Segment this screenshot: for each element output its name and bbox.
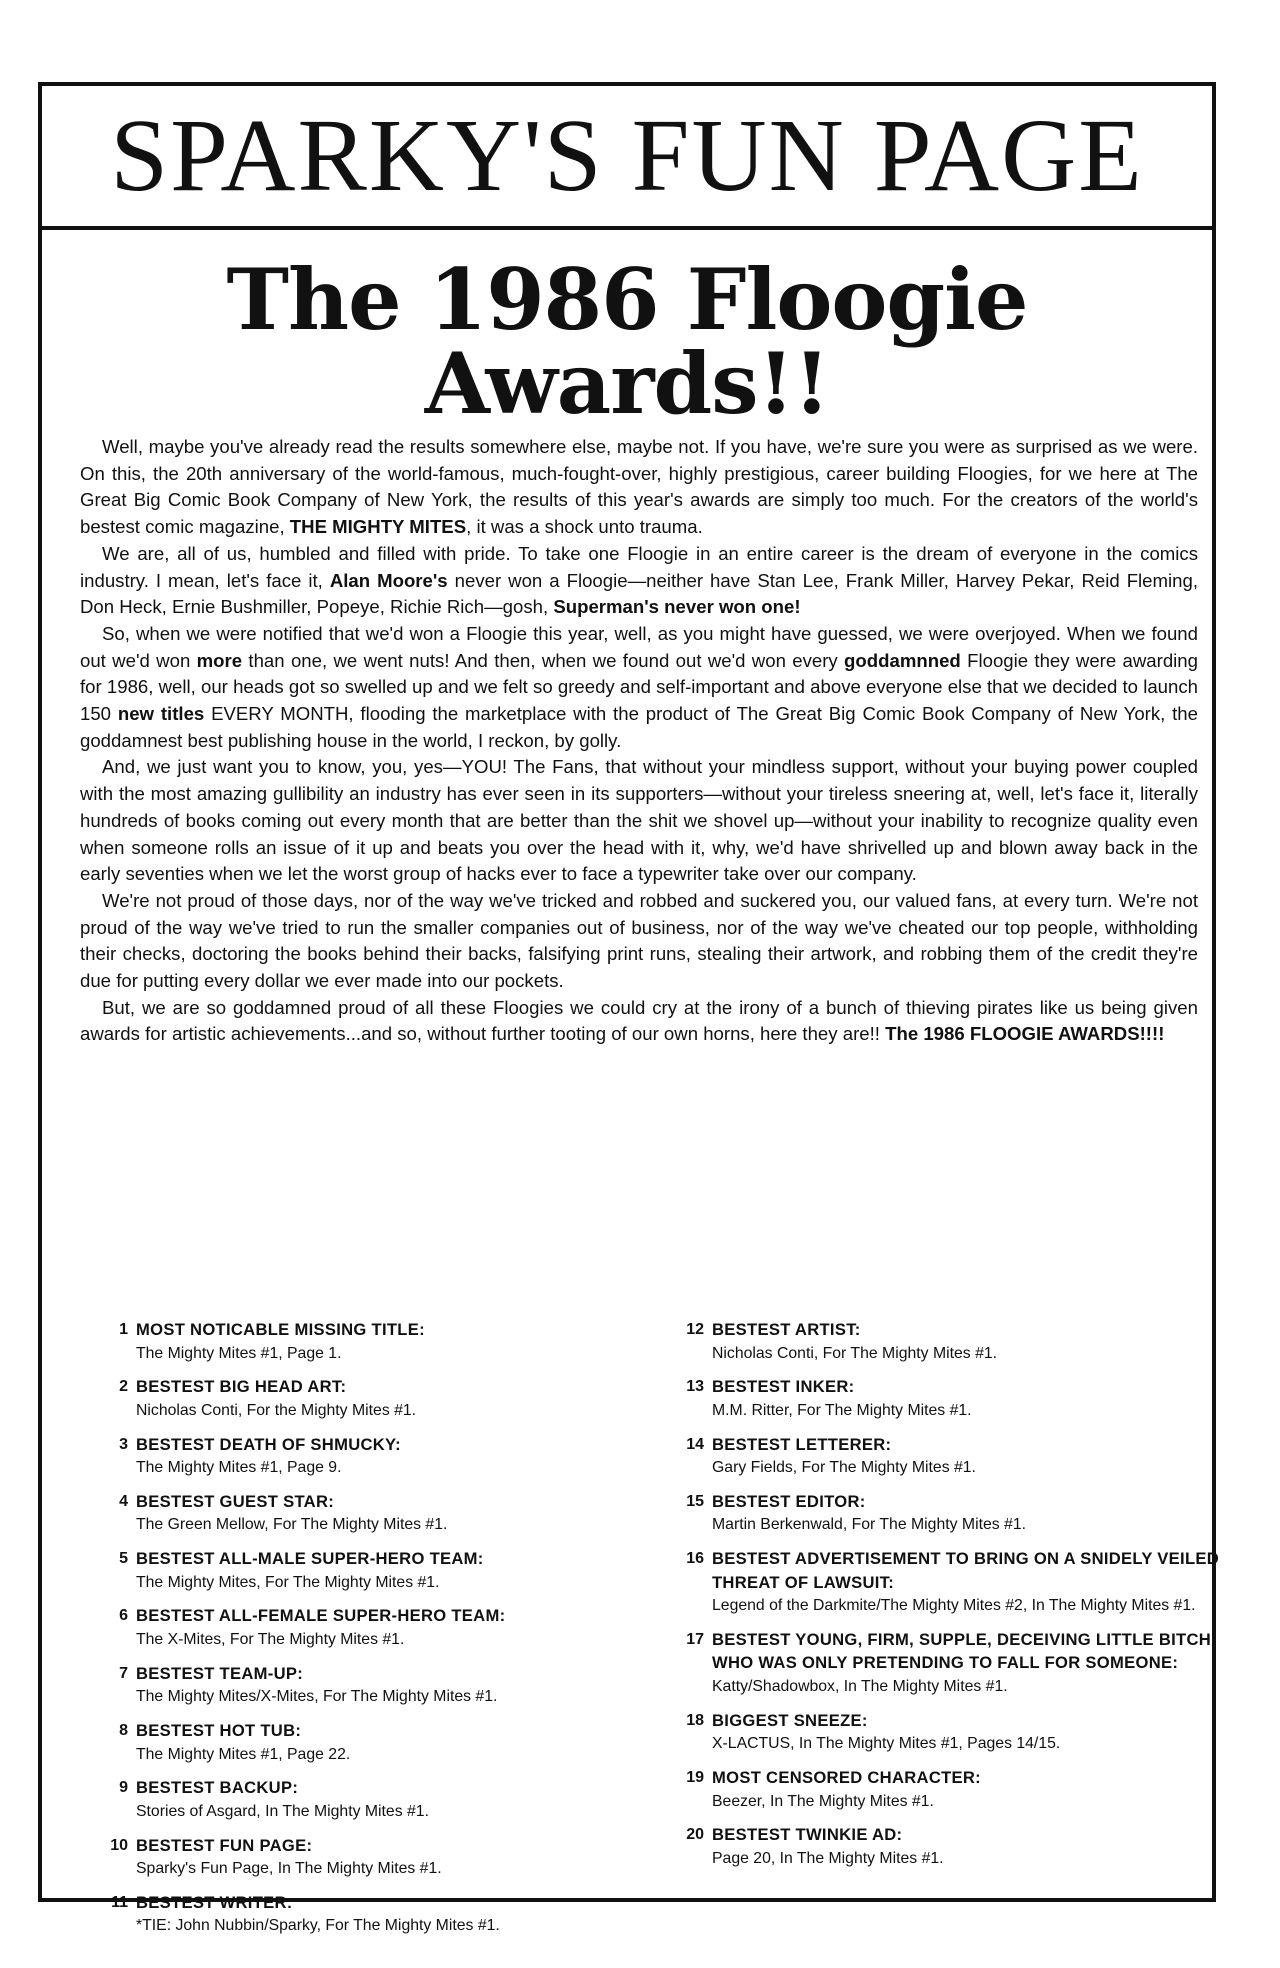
award-item: 9 BESTEST BACKUP: Stories of Asgard, In The Mighty Mites #1.: [119, 1778, 429, 1820]
award-item: 6 BESTEST ALL-FEMALE SUPER-HERO TEAM: The X-Mites, For The Mighty Mites #1.: [119, 1606, 506, 1648]
paragraph-5: We're not proud of those days, nor of the way we've tricked and robbed and suckered you, our valued fans, at every turn. We're not proud of the way we've tried to run the smaller companies out of business, nor of the way we've cheated our top people, withholding their checks, doctoring the books behind their backs, falsifying print runs, stealing their artwork, and robbing them of the credit they're due for putting every dollar we ever made into our pockets.: [80, 889, 1198, 992]
award-item: 16 BESTEST ADVERTISEMENT TO BRING ON A SNIDELY VEILED THREAT OF LAWSUIT: Legend of the Darkmite/The Mighty Mites #2, In The Mighty Mites #1.: [686, 1549, 1220, 1615]
awards-list-right: [642, 1318, 1222, 1881]
article-body: [80, 434, 1198, 1048]
award-item: 5 BESTEST ALL-MALE SUPER-HERO TEAM: The Mighty Mites, For The Mighty Mites #1.: [119, 1549, 484, 1591]
award-item: 14 BESTEST LETTERER: Gary Fields, For The Mighty Mites #1.: [686, 1434, 976, 1477]
award-item: 10 BESTEST FUN PAGE: Sparky's Fun Page, In The Mighty Mites #1.: [110, 1835, 442, 1878]
award-item: 11 BESTEST WRITER: *TIE: John Nubbin/Sparky, For The Mighty Mites #1.: [111, 1892, 500, 1935]
title-box: [42, 86, 1212, 230]
award-item: 20 BESTEST TWINKIE AD: Page 20, In The Mighty Mites #1.: [686, 1825, 944, 1867]
award-item: 3 BESTEST DEATH OF SHMUCKY: The Mighty Mites #1, Page 9.: [119, 1434, 402, 1477]
award-item: 2 BESTEST BIG HEAD ART: Nicholas Conti, For the Mighty Mites #1.: [119, 1377, 417, 1419]
paragraph-3: So, when we were notified that we'd won a Floogie this year, well, as you might have guessed, we were overjoyed. When we found out we'd won more than one, we went nuts! And then, when we found out we'd won every goddamnned Floogie they were awarding for 1986, well, our heads got so swelled up and we felt so greedy and self-important and above everyone else that we decided to launch 150 new titles EVERY MONTH, flooding the marketplace with the product of The Great Big Comic Book Company of New York, the goddamnest best publishing house in the world, I reckon, by golly.: [80, 622, 1198, 751]
paragraph-6: But, we are so goddamned proud of all these Floogies we could cry at the irony of a bunch of thieving pirates like us being given awards for artistic achievements...and so, without further tooting of our own horns, here they are!! The 1986 FLOOGIE AWARDS!!!!: [80, 996, 1198, 1045]
paragraph-4: And, we just want you to know, you, yes—YOU! The Fans, that without your mindless support, without your buying power coupled with the most amazing gullibility an industry has ever seen in its supporters—without your tireless sneering at, well, let's face it, literally hundreds of books coming out every month that are better than the shit we shovel up—without your inability to recognize quality even when someone rolls an issue of it up and beats you over the head with it, why, we'd have shrivelled up and blown away back in the early seventies when we let the worst group of hacks ever to face a typewriter take over our company.: [80, 756, 1198, 885]
award-item: 18 BIGGEST SNEEZE: X-LACTUS, In The Mighty Mites #1, Pages 14/15.: [686, 1710, 1061, 1753]
paragraph-1: Well, maybe you've already read the results somewhere else, maybe not. If you have, we're sure you were as surprised as we were. On this, the 20th anniversary of the world-famous, much-fought-over, highly prestigious, career building Floogies, for we here at The Great Big Comic Book Company of New York, the results of this year's awards are simply too much. For the creators of the world's bestest comic magazine, THE MIGHTY MITES, it was a shock unto trauma.: [80, 436, 1198, 538]
award-item: 8 BESTEST HOT TUB: The Mighty Mites #1, Page 22.: [119, 1721, 351, 1763]
award-item: 1 MOST NOTICABLE MISSING TITLE: The Mighty Mites #1, Page 1.: [119, 1320, 425, 1362]
page-title: SPARKY'S FUN PAGE: [110, 98, 1144, 213]
page-frame: [38, 82, 1220, 1935]
award-item: 7 BESTEST TEAM-UP: The Mighty Mites/X-Mites, For The Mighty Mites #1.: [119, 1663, 498, 1706]
awards-list-left: [80, 1318, 620, 1948]
award-item: 15 BESTEST EDITOR: Martin Berkenwald, For The Mighty Mites #1.: [686, 1491, 1027, 1534]
award-item: 17 BESTEST YOUNG, FIRM, SUPPLE, DECEIVING LITTLE BITCH WHO WAS ONLY PRETENDING TO FALL FOR SOMEONE: Katty/Shadowbox, In The Mighty Mites #1.: [686, 1629, 1212, 1695]
headline: The 1986 Floogie Awards!!: [226, 250, 1028, 433]
award-item: 13 BESTEST INKER: M.M. Ritter, For The Mighty Mites #1.: [686, 1377, 972, 1419]
award-item: 4 BESTEST GUEST STAR: The Green Mellow, For The Mighty Mites #1.: [119, 1491, 448, 1534]
award-item: 19 MOST CENSORED CHARACTER: Beezer, In The Mighty Mites #1.: [686, 1768, 982, 1810]
paragraph-2: We are, all of us, humbled and filled with pride. To take one Floogie in an entire career is the dream of everyone in the comics industry. I mean, let's face it, Alan Moore's never won a Floogie—neither have Stan Lee, Frank Miller, Harvey Pekar, Reid Fleming, Don Heck, Ernie Bushmiller, Popeye, Richie Rich—gosh, Superman's never won one!: [80, 542, 1198, 618]
award-item: 12 BESTEST ARTIST: Nicholas Conti, For The Mighty Mites #1.: [686, 1320, 998, 1362]
